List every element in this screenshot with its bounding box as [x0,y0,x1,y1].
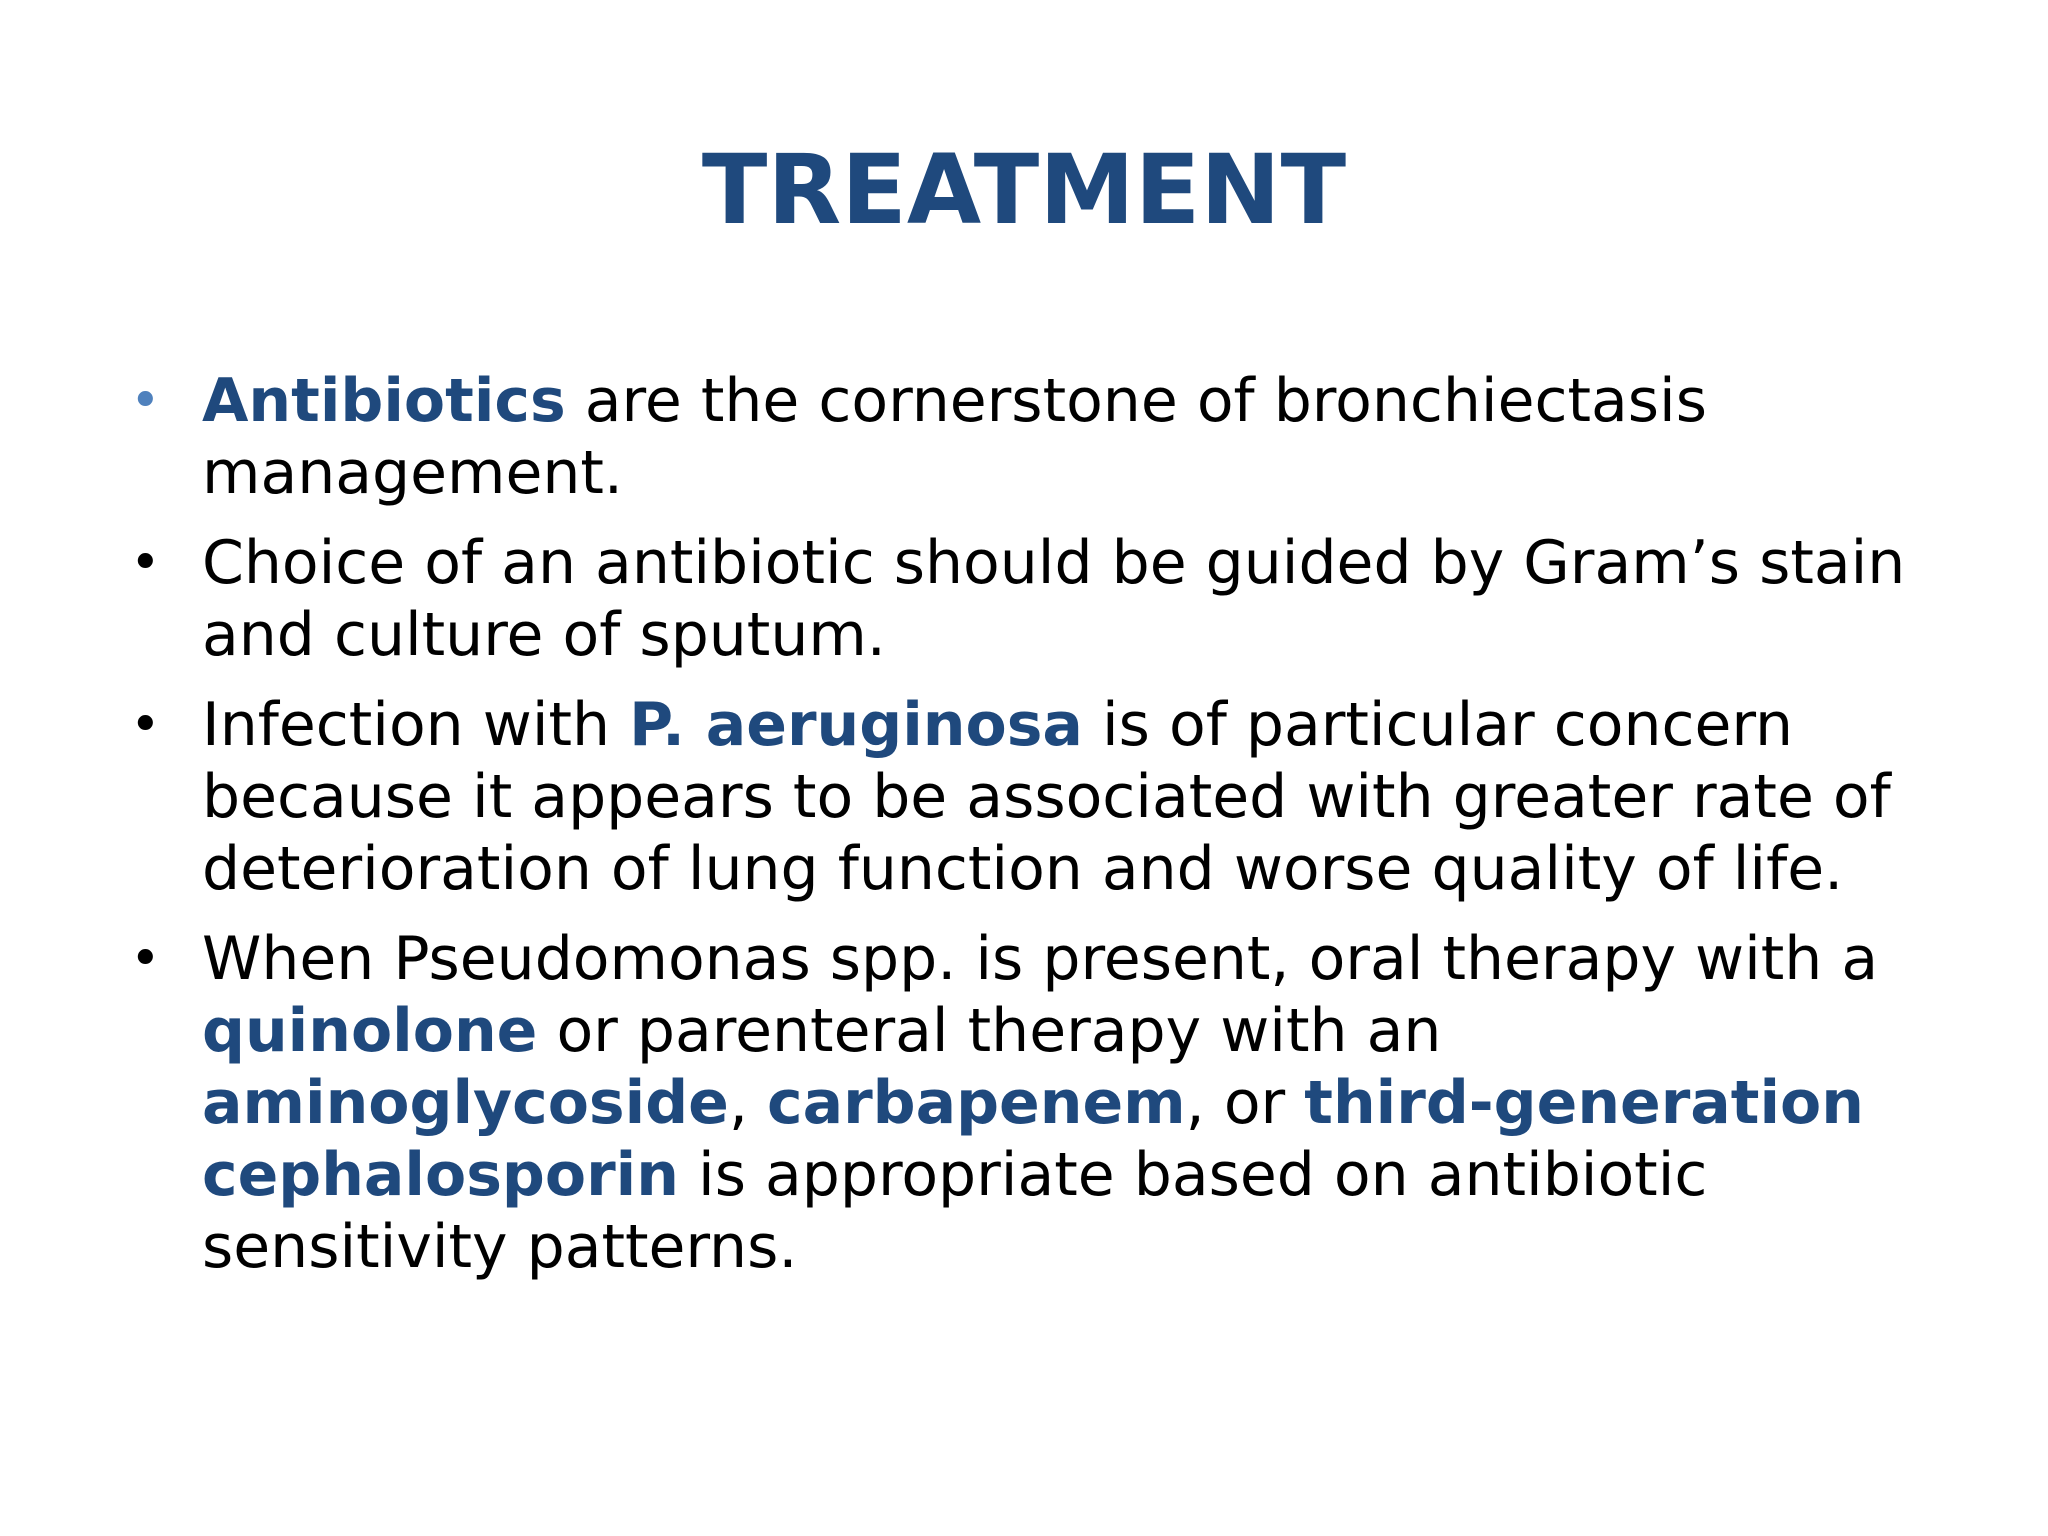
bullet-text: are the cornerstone of bronchiectasis management. [202,366,1707,508]
bullet-item-4 [116,923,1986,1283]
highlight-third-generation-cephalosporin: third-generation cephalosporin [202,1068,1864,1210]
bullet-marker: • [130,695,161,755]
bullet-text: is of particular concern because it appears to be associated with greater rate of deterioration of lung function and worse quality of life. [202,690,1891,904]
highlight-carbapenem: carbapenem [767,1068,1186,1138]
bullet-text: Infection with [202,690,630,760]
bullet-text: or parenteral therapy with an [537,996,1442,1066]
highlight-p-aeruginosa: P. aeruginosa [629,690,1083,760]
bullet-text: is appropriate based on antibiotic sensitivity patterns. [202,1140,1708,1282]
bullet-item-1 [116,365,1986,509]
bullet-item-2 [116,527,1986,671]
slide-title: TREATMENT [701,134,1347,246]
bullet-text: , or [1185,1068,1305,1138]
highlight-aminoglycoside: aminoglycoside [202,1068,729,1138]
bullet-text: When Pseudomonas spp. is present, oral therapy with a [202,924,1879,994]
bullet-list [116,365,1986,1301]
bullet-marker: • [130,533,161,593]
bullet-marker: • [130,371,161,431]
bullet-item-3 [116,689,1986,905]
highlight-antibiotics: Antibiotics [202,366,566,436]
bullet-text: Choice of an antibiotic should be guided by Gram’s stain and culture of sputum. [202,528,1906,670]
bullet-text: , [728,1068,768,1138]
bullet-marker: • [130,929,161,989]
highlight-quinolone: quinolone [202,996,538,1066]
